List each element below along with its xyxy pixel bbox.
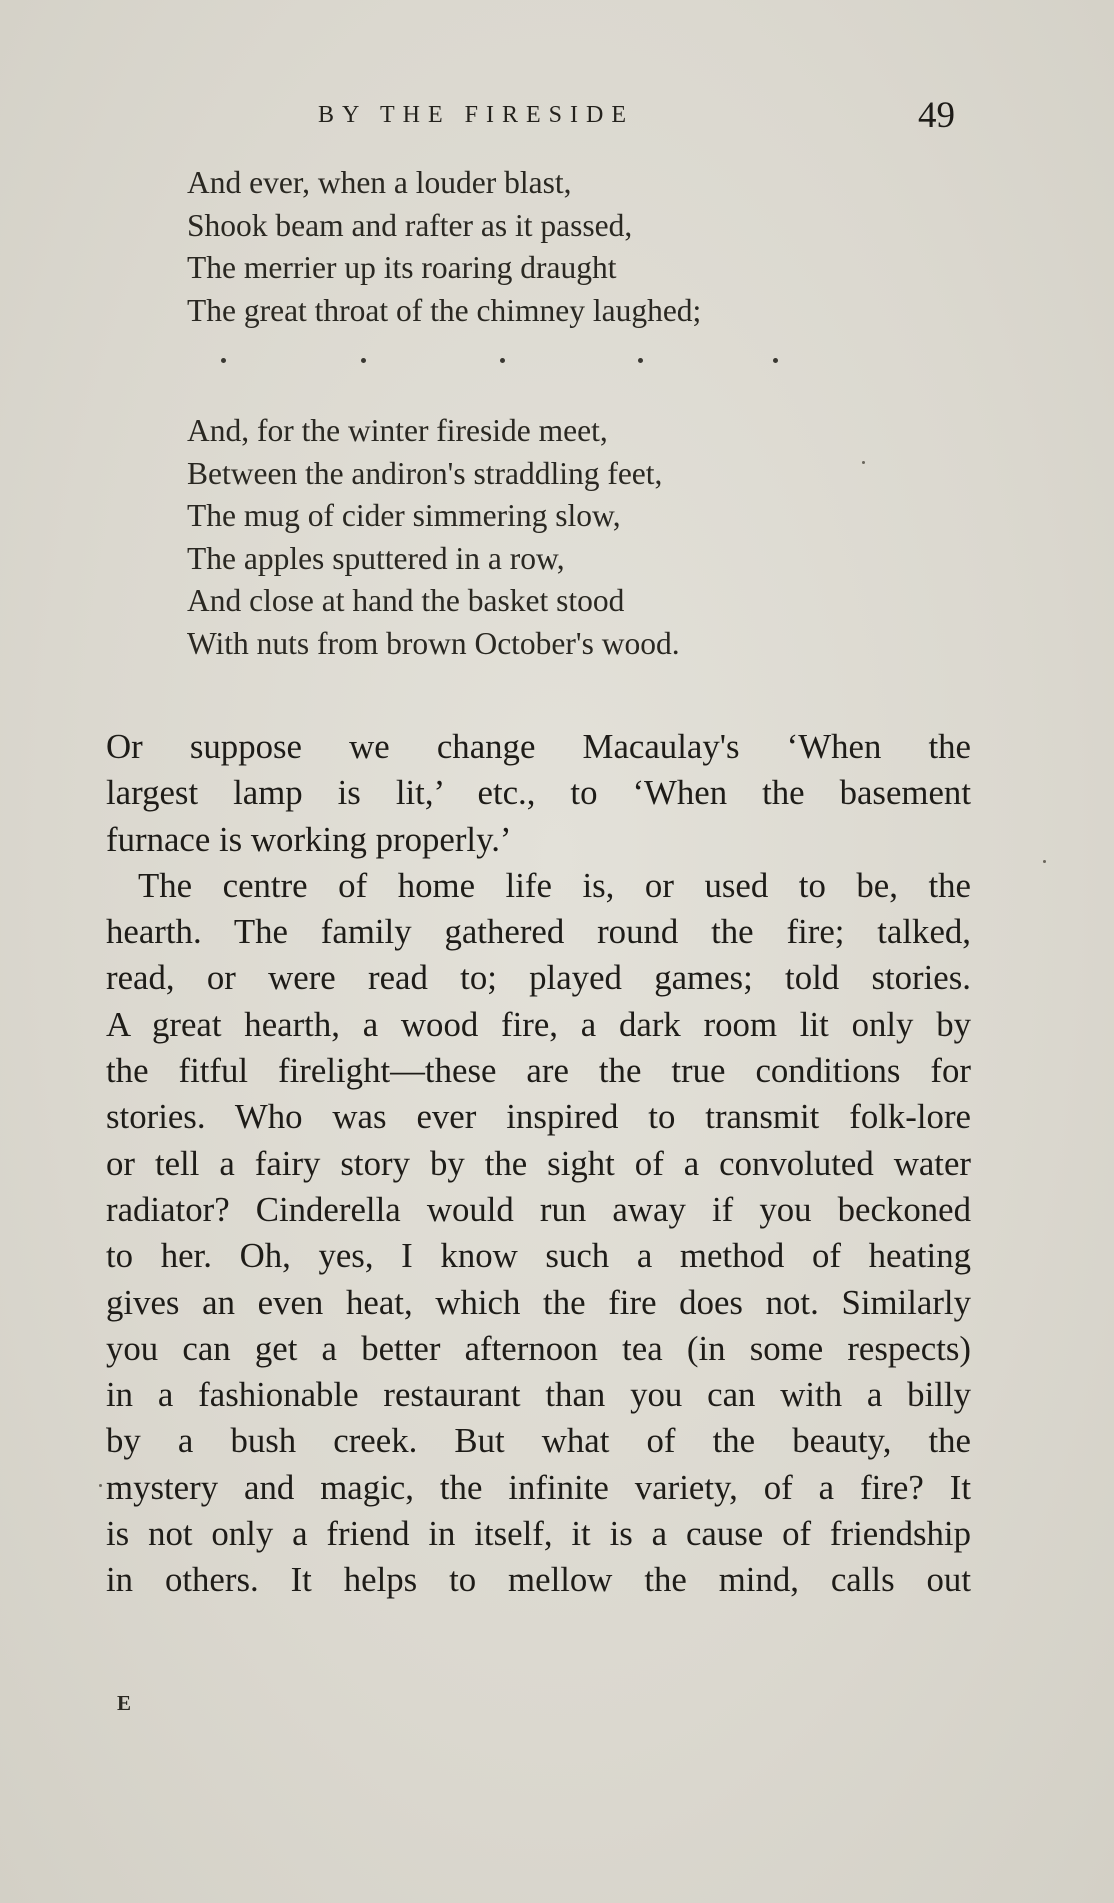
running-title: BY THE FIRESIDE bbox=[318, 102, 635, 128]
poem-line: Shook beam and rafter as it passed, bbox=[187, 207, 633, 243]
poem-line: The merrier up its roaring draught bbox=[187, 250, 617, 285]
poem-line: And, for the winter fireside meet, bbox=[187, 413, 608, 448]
ellipsis-dot bbox=[221, 358, 226, 363]
prose-line: Or suppose we change Macaulay's ‘When the bbox=[106, 727, 971, 766]
paper-speck bbox=[1043, 860, 1046, 863]
prose-body bbox=[106, 724, 971, 1604]
prose-line: gives an even heat, which the fire does not. Similarly bbox=[106, 1282, 971, 1322]
poem-line: And ever, when a louder blast, bbox=[187, 165, 572, 200]
paper-speck bbox=[862, 461, 865, 464]
prose-line: is not only a friend in itself, it is a cause of friendship bbox=[106, 1514, 971, 1554]
prose-line: the fitful firelight—these are the true conditions for bbox=[106, 1051, 971, 1091]
prose-line: read, or were read to; played games; told stories. bbox=[106, 958, 971, 998]
prose-line: A great hearth, a wood fire, a dark room lit only by bbox=[106, 1004, 971, 1044]
prose-line: mystery and magic, the infinite variety, of a fire? It bbox=[106, 1467, 971, 1507]
prose-line: to her. Oh, yes, I know such a method of heating bbox=[106, 1236, 971, 1276]
prose-line: hearth. The family gathered round the fire; talked, bbox=[106, 912, 971, 952]
prose-line: furnace is working properly.’ bbox=[106, 819, 512, 859]
ellipsis-dot bbox=[773, 358, 778, 363]
page-number: 49 bbox=[918, 95, 955, 136]
stanza-break-ellipsis bbox=[0, 358, 1114, 388]
ellipsis-dot bbox=[361, 358, 366, 363]
running-head bbox=[0, 96, 1114, 136]
poem-line: The apples sputtered in a row, bbox=[187, 540, 565, 576]
prose-line: The centre of home life is, or used to be, the bbox=[138, 865, 971, 905]
poem-line: And close at hand the basket stood bbox=[187, 583, 625, 618]
prose-line: in others. It helps to mellow the mind, calls out bbox=[106, 1560, 971, 1600]
poem-stanza-2 bbox=[187, 410, 947, 665]
ellipsis-dot bbox=[638, 358, 643, 363]
poem-line: The mug of cider simmering slow, bbox=[187, 498, 621, 533]
paper-speck bbox=[99, 1484, 102, 1487]
prose-line: stories. Who was ever inspired to transmit folk-lore bbox=[106, 1097, 971, 1137]
ellipsis-dot bbox=[500, 358, 505, 363]
poem-line: The great throat of the chimney laughed; bbox=[187, 292, 702, 328]
prose-line: you can get a better afternoon tea (in some respects) bbox=[106, 1328, 971, 1368]
prose-line: by a bush creek. But what of the beauty, the bbox=[106, 1421, 971, 1461]
prose-line: radiator? Cinderella would run away if you beckoned bbox=[106, 1189, 971, 1229]
poem-line: Between the andiron's straddling feet, bbox=[187, 455, 663, 491]
prose-line: or tell a fairy story by the sight of a convoluted water bbox=[106, 1143, 971, 1183]
prose-line: largest lamp is lit,’ etc., to ‘When the basement bbox=[106, 773, 971, 813]
poem-line: With nuts from brown October's wood. bbox=[187, 625, 680, 661]
signature-mark: E bbox=[117, 1691, 132, 1715]
prose-line: in a fashionable restaurant than you can with a billy bbox=[106, 1375, 971, 1415]
poem-stanza-1 bbox=[187, 162, 947, 332]
